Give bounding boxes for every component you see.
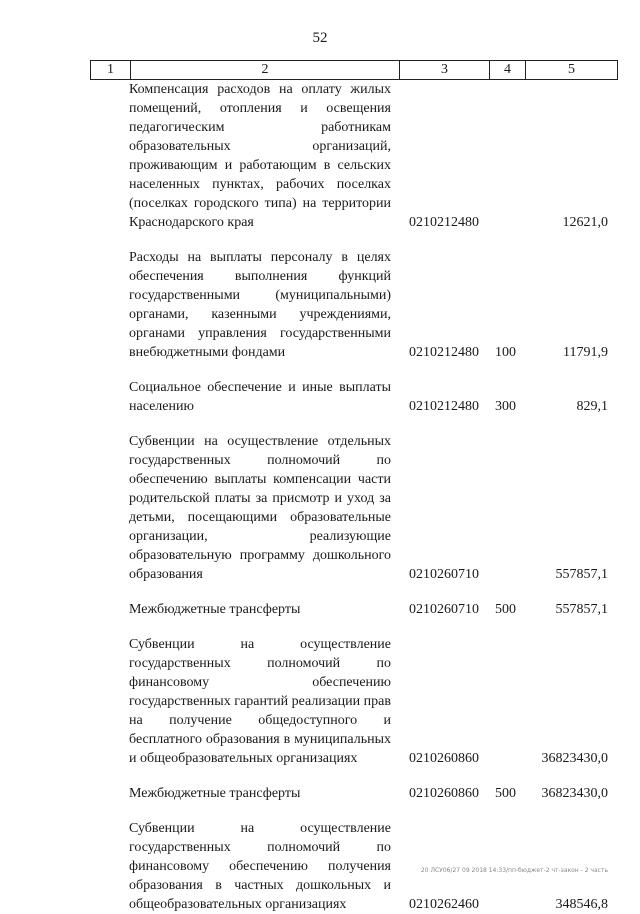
- table-row: [0, 432, 640, 584]
- row-code: 0210212480: [409, 345, 479, 360]
- row-amount: 36823430,0: [541, 751, 608, 766]
- print-footer-stamp: 20 ЛСУ06/27 09 2018 14:33/пп-бюджет-2 чт-закон - 2 часть: [420, 867, 608, 874]
- table-row: [0, 784, 640, 803]
- row-code: 0210260860: [409, 786, 479, 801]
- row-amount: 829,1: [576, 399, 608, 414]
- row-code: 0210212480: [409, 399, 479, 414]
- budget-table-body: [0, 80, 640, 914]
- row-code: 0210212480: [409, 215, 479, 230]
- row-amount: 11791,9: [563, 345, 608, 360]
- row-amount: 557857,1: [555, 567, 608, 582]
- row-code: 0210262460: [409, 897, 479, 912]
- row-code: 0210260860: [409, 751, 479, 766]
- row-description: Субвенции на осуществление государственных полномочий по финансовому обеспечению государственных гарантий реализации прав на получение общедоступного и бесплатного образования в муниципальных и общеобразовательных организациях: [129, 637, 391, 766]
- table-row: [0, 378, 640, 416]
- header-col-4: 4: [489, 61, 525, 79]
- page-number: 52: [312, 30, 328, 46]
- row-amount: 36823430,0: [541, 786, 608, 801]
- row-description: Межбюджетные трансферты: [129, 602, 301, 617]
- row-description: Компенсация расходов на оплату жилых помещений, отопления и освещения педагогическим работникам образовательных организаций, проживающим и работающим в сельских населенных пунктах, рабочих поселках (поселках городского типа) на территории Краснодарского края: [129, 82, 391, 230]
- row-description: Межбюджетные трансферты: [129, 786, 301, 801]
- table-header-row: [90, 60, 618, 80]
- row-code: 0210260710: [409, 567, 479, 582]
- row-amount: 12621,0: [562, 215, 608, 230]
- table-row: [0, 600, 640, 619]
- header-col-3: 3: [399, 61, 489, 79]
- table-row: [0, 248, 640, 362]
- header-col-1: 1: [90, 61, 130, 79]
- header-col-2: 2: [130, 61, 399, 79]
- row-description: Субвенции на осуществление отдельных государственных полномочий по обеспечению выплаты компенсации части родительской платы за присмотр и уход за детьми, посещающими образовательные организации, реализующие образовательную программу дошкольного образования: [129, 434, 391, 582]
- row-description: Расходы на выплаты персоналу в целях обеспечения выполнения функций государственными (муниципальными) органами, казенными учреждениями, органами управления государственными внебюджетными фондами: [129, 250, 391, 360]
- table-row: [0, 635, 640, 768]
- row-amount: 557857,1: [555, 602, 608, 617]
- header-col-5: 5: [525, 61, 618, 79]
- row-code: 0210260710: [409, 602, 479, 617]
- row-expense-type: 500: [495, 602, 516, 617]
- row-amount: 348546,8: [555, 897, 608, 912]
- row-expense-type: 300: [495, 399, 516, 414]
- row-description: Социальное обеспечение и иные выплаты населению: [129, 380, 391, 414]
- row-description: Субвенции на осуществление государственных полномочий по финансовому обеспечению получения образования в частных дошкольных и общеобразовательных организациях: [129, 821, 391, 912]
- row-expense-type: 100: [495, 345, 516, 360]
- row-expense-type: 500: [495, 786, 516, 801]
- table-row: [0, 80, 640, 232]
